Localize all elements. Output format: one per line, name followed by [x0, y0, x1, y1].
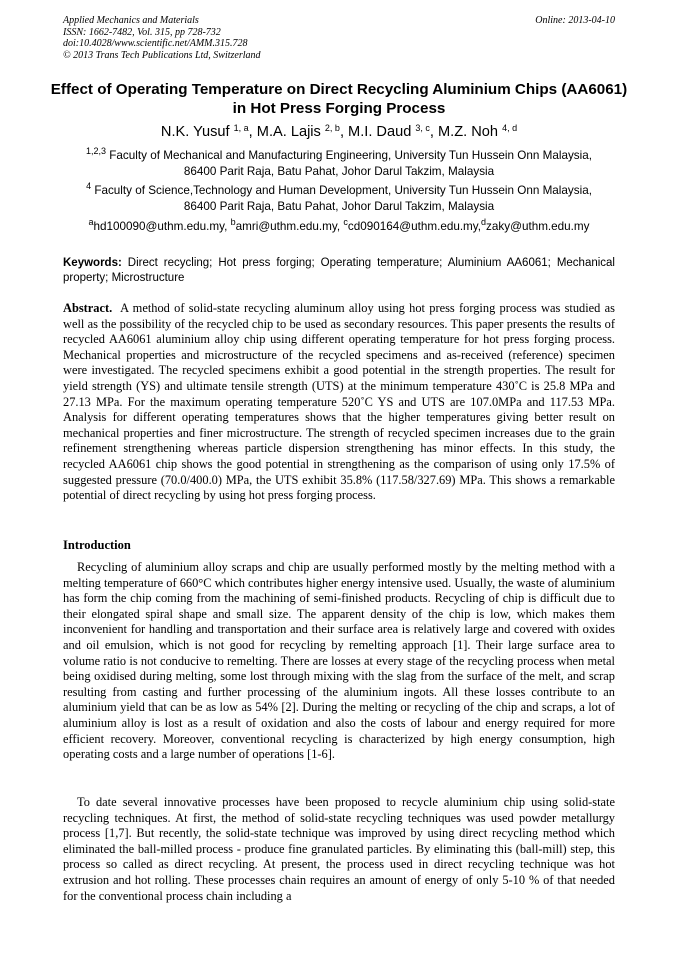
author-name: M.I. Daud	[348, 124, 412, 140]
author-sup: 2, b	[324, 123, 340, 133]
affiliation-line: Faculty of Mechanical and Manufacturing Engineering, University Tun Hussein Onn Malaysia,	[109, 149, 592, 162]
paper-title: Effect of Operating Temperature on Direct Recycling Aluminium Chips (AA6061) in Hot Press Forging Process	[50, 81, 628, 117]
copyright: © 2013 Trans Tech Publications Ltd, Switzerland	[63, 49, 261, 61]
email-link[interactable]: zaky@uthm.edu.my	[486, 220, 590, 233]
affiliation-line: Faculty of Science,Technology and Human Development, University Tun Hussein Onn Malaysia,	[94, 184, 592, 197]
author-name: M.Z. Noh	[438, 124, 499, 140]
email-link[interactable]: amri@uthm.edu.my	[235, 220, 337, 233]
email-sup: c	[343, 217, 348, 227]
author-sup: 3, c	[415, 123, 430, 133]
affiliation-sup: 1,2,3	[86, 146, 107, 156]
email-sup: b	[230, 217, 236, 227]
keywords-label: Keywords:	[63, 257, 122, 269]
email-list: $^a$hd100090@uthm.edu.my, $^b$amri@uthm.edu.my, $^c$cd090164@uthm.edu.my,$^d$zaky@uthm.edu.my	[88, 217, 590, 233]
abstract	[63, 301, 615, 504]
keywords-text: Direct recycling; Hot press forging; Operating temperature; Aluminium AA6061; Mechanical property; Microstructure	[63, 257, 615, 284]
abstract-label: Abstract.	[63, 301, 113, 315]
online-date: Online: 2013-04-10	[535, 15, 615, 26]
intro-paragraph-1: Recycling of aluminium alloy scraps and chip are usually performed mostly by the melting method with a melting temperature of 660°C which contributes higher energy intensive used. Usually, the waste of aluminium has form the chip coming from the machining of semi-finished products. Recycling of chip is difficult due to their elongated spiral shape and small size. The apparent density of the chip is low, which makes them inconvenient for handling and transportation and their surface area is relatively large and covered with oxides and oil emulsion, which is not good for recycling by remelting approach [1]. Their large surface area to volume ratio is not conducive to remelting. There are losses at every stage of the recycling process when metal being oxidised during melting, some lost through mixing with the slag from the surface of the melt, and scrap resulting from casting and further processing of the aluminium ingots. All these losses contribute to an aluminium yield that can be as low as 54% [2]. During the melting or recycling of the chip and scraps, a lot of aluminium alloy is lost as a result of oxidation and also the costs of labour and energy required for more efficient recovery. Moreover, conventional recycling is characterized by high energy consumption, high operating costs and a large number of operations [1-6].	[63, 560, 615, 762]
keywords	[63, 256, 615, 285]
author-sup: 1, a	[233, 123, 249, 133]
issn: ISSN: 1662-7482, Vol. 315, pp 728-732	[63, 26, 221, 38]
intro-paragraph-2: To date several innovative processes have been proposed to recycle aluminium chip using solid-state recycling techniques. At first, the method of solid-state recycling techniques was used powder metallurgy process [1,7]. But recently, the solid-state technique was improved by using direct recycling method which eliminated the ball-milled process - produce fine granulated particles. By eliminating this (ball-mill) step, this process so called as direct recycling. At present, the process used in direct recycling technique was hot extrusion and hot rolling. These processes chain requires an amount of energy of only 5-10 % of that needed for the conventional process chain including a	[63, 795, 615, 903]
author-sup: 4, d	[502, 123, 518, 133]
journal-name: Applied Mechanics and Materials	[63, 15, 199, 26]
email-link[interactable]: hd100090@uthm.edu.my	[93, 220, 225, 233]
email-sup: a	[88, 217, 94, 227]
doi[interactable]: doi:10.4028/www.scientific.net/AMM.315.728	[63, 38, 248, 49]
affiliation-1	[63, 148, 615, 179]
abstract-text: A method of solid-state recycling aluminum alloy using hot press forging process was studied as well as the possibility of the recycled chip to be used as secondary resources. This paper presents the results of recycled AA6061 aluminium alloy chip using different operating temperature for hot press forging process. Mechanical properties and microstructure of the recycled specimens and as-received (reference) specimen were investigated. The recycled specimens exhibit a good potential in the strength properties. The result for yield strength (YS) and ultimate tensile strength (UTS) at the minimum temperature 430˚C is 25.8 MPa and 27.13 MPa. For the maximum operating temperature 520˚C YS and UTS are 107.0MPa and 117.53 MPa. Analysis for different operating temperatures shows that the higher temperatures giving better result on mechanical properties and finer microstructure. The strength of recycled specimen increases due to the grain refinement strengthening whereas particle dispersion strengthening has minor effects. In this study, the recycled AA6061 chip shows the good potential in strengthening as the comparison of using only 17.5% of suggested pressure (70.0/400.0) MPa, the UTS exhibit 35.8% (117.58/327.69) MPa. This shows a remarkable potential of direct recycling by using hot press forging process.	[63, 301, 615, 503]
section-heading-introduction: Introduction	[63, 538, 131, 552]
author-name: M.A. Lajis	[256, 124, 321, 140]
email-sup: d	[481, 217, 487, 227]
journal-header	[63, 15, 615, 61]
affiliation-line: 86400 Parit Raja, Batu Pahat, Johor Darul Takzim, Malaysia	[183, 164, 495, 178]
author-list: N.K. Yusuf $^{1, a}$, M.A. Lajis $^{2, b}$, M.I. Daud $^{3, c}$, M.Z. Noh $^{4, d}$	[160, 123, 518, 140]
affiliation-2	[63, 183, 615, 214]
affiliation-line: 86400 Parit Raja, Batu Pahat, Johor Darul Takzim, Malaysia	[183, 199, 495, 213]
affiliation-sup: 4	[86, 181, 92, 191]
author-name: N.K. Yusuf	[160, 124, 230, 140]
email-link[interactable]: cd090164@uthm.edu.my	[347, 220, 478, 233]
